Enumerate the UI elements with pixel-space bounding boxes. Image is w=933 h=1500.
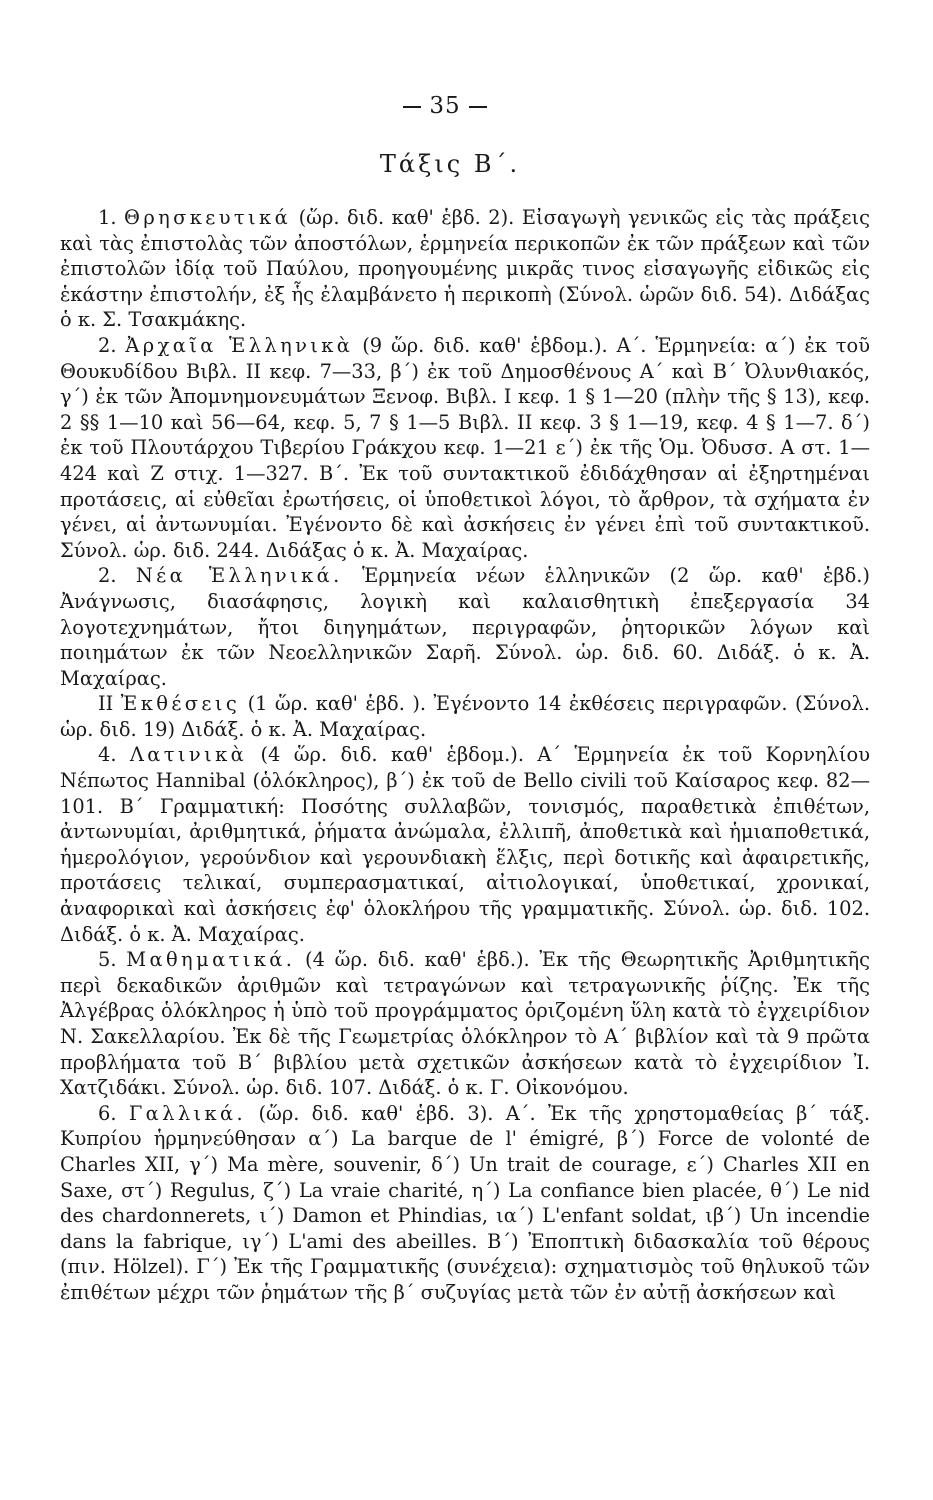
page-number — [0, 93, 890, 119]
section-mathematics — [60, 947, 870, 1101]
section-text: (9 ὥρ. διδ. καθ' ἑβδομ.). Α΄. Ἑρμηνεία: α΄) ἐκ τοῦ Θουκυδίδου Βιβλ. ΙΙ κεφ. 7—33, β΄) ἐκ τοῦ Δημοσθένους Α΄ καὶ Β΄ Ὀλυνθιακός, γ΄) ἐκ τῶν Ἀπομνημονευμάτων Ξενοφ. Βιβλ. Ι κεφ. 1 § 1—20 (πλὴν τῆς § 13), κεφ. 2 §§ 1—10 καὶ 56—64, κεφ. 5, 7 § 1—5 Βιβλ. ΙΙ κεφ. 3 § 1—19, κεφ. 4 § 1—7. δ΄) ἐκ τοῦ Πλουτάρχου Τιβερίου Γράκχου κεφ. 1—21 ε΄) ἐκ τῆς Ὁμ. Ὀδυσσ. Α στ. 1—424 καὶ Ζ στιχ. 1—327. Β΄. Ἐκ τοῦ συντακτικοῦ ἐδιδάχθησαν αἱ ἐξηρτημέναι προτάσεις, αἱ εὐθεῖαι ἐρωτήσεις, οἱ ὑποθετικοὶ λόγοι, τὸ ἄρθρον, τὰ σχήματα ἐν γένει, αἱ ἀντωνυμίαι. Ἐγένοντο δὲ καὶ ἀσκήσεις ἐν γένει ἐπὶ τοῦ συντακτικοῦ. Σύνολ. ὡρ. διδ. 244. Διδάξας ὁ κ. Ἀ. Μαχαίρας. — [60, 333, 870, 562]
section-lead: 2. — [98, 564, 136, 588]
section-lead: 2. — [98, 333, 126, 357]
section-subject: Ἐκθέσεις — [120, 692, 241, 716]
section-text: (4 ὥρ. διδ. καθ' ἑβδομ.). Α΄ Ἑρμηνεία ἐκ τοῦ Κορνηλίου Νέπωτος Hannibal (ὁλόκληρος), β΄) ἐκ τοῦ de Bello civili τοῦ Καίσαρος κεφ. 82—101. Β΄ Γραμματική: Ποσότης συλλαβῶν, τονισμός, παραθετικὰ ἐπιθέτων, ἀντωνυμίαι, ἀριθμητικά, ῥήματα ἀνώμαλα, ἐλλιπῆ, ἀποθετικὰ καὶ ἡμιαποθετικά, ἡμερολόγιον, γερούνδιον καὶ γερουνδιακὴ ἕλξις, περὶ δοτικῆς καὶ ἀφαιρετικῆς, προτάσεις τελικαί, συμπερασματικαί, αἰτιολογικαί, ὑποθετικαί, χρονικαί, ἀναφορικαὶ καὶ ἀσκήσεις ἐφ' ὁλοκλήρου τῆς γραμματικῆς. Σύνολ. ὡρ. διδ. 102. Διδάξ. ὁ κ. Ἀ. Μαχαίρας. — [60, 743, 870, 946]
section-text: Ἑρμηνεία νέων ἑλληνικῶν (2 ὥρ. καθ' ἑβδ.) Ἀνάγνωσις, διασάφησις, λογικὴ καὶ καλαισθητικὴ ἐπεξεργασία 34 λογοτεχνημάτων, ἤτοι διηγημάτων, περιγραφῶν, ῥητορικῶν λόγων καὶ ποιημάτων ἐκ τῶν Νεοελληνικῶν Σαρῆ. Σύνολ. ὡρ. διδ. 60. Διδάξ. ὁ κ. Ἀ. Μαχαίρας. — [60, 564, 870, 690]
section-essays — [60, 691, 870, 742]
section-text: (1 ὥρ. καθ' ἑβδ. ). Ἐγένοντο 14 ἐκθέσεις περιγραφῶν. (Σύνολ. ὡρ. διδ. 19) Διδάξ. ὁ κ. Ἀ. Μαχαίρας. — [60, 692, 870, 741]
section-religion — [60, 205, 870, 333]
section-subject: Λατινικὰ — [129, 743, 248, 767]
page-number-dash-left — [403, 106, 421, 108]
body-text — [60, 205, 870, 1306]
section-french — [60, 1101, 870, 1306]
section-subject: Γαλλικά. — [128, 1101, 247, 1125]
section-ancient-greek — [60, 333, 870, 563]
section-modern-greek — [60, 563, 870, 691]
class-title: Τάξις Β΄. — [379, 150, 521, 178]
page-number-text: 35 — [429, 93, 461, 119]
page-number-dash-right — [469, 106, 487, 108]
section-lead: 6. — [98, 1101, 129, 1125]
section-lead: 5. — [98, 948, 127, 972]
section-subject: Μαθηματικά. — [126, 948, 296, 972]
section-subject: Θρησκευτικά — [124, 206, 292, 229]
section-subject: Νέα Ἑλληνικά. — [135, 564, 343, 588]
section-text: (ὥρ. διδ. καθ' ἑβδ. 3). Α΄. Ἐκ τῆς χρηστομαθείας β΄ τάξ. Κυπρίου ἡρμηνεύθησαν α΄) La barque de l' émigré, β΄) Force de volonté de Charles XII, γ΄) Ma mère, souvenir, δ΄) Un trait de courage, ε΄) Charles XII en Saxe, στ΄) Regulus, ζ΄) La vraie charité, η΄) La confiance bien placée, θ΄) Le nid des chardonnerets, ι΄) Damon et Phindias, ια΄) L'enfant soldat, ιβ΄) Un incendie dans la fabrique, ιγ΄) L'ami des abeilles. Β΄) Ἐποπτικὴ διδασκαλία τοῦ θέρους (πιν. Hölzel). Γ΄) Ἐκ τῆς Γραμματικῆς (συνέχεια): σχηματισμὸς τοῦ θηλυκοῦ τῶν ἐπιθέτων μέχρι τῶν ῥημάτων τῆς β΄ συζυγίας μετὰ τῶν ἐν αὐτῇ ἀσκήσεων καὶ — [60, 1101, 870, 1304]
section-lead: 1. — [98, 206, 117, 229]
section-lead: 4. — [98, 743, 130, 767]
section-text: (4 ὥρ. διδ. καθ' ἑβδ.). Ἐκ τῆς Θεωρητικῆς Ἀριθμητικῆς περὶ δεκαδικῶν ἀριθμῶν καὶ τετραγώνων καὶ τετραγωνικῆς ῥίζης. Ἐκ τῆς Ἀλγέβρας ὁλόκληρος ἡ ὑπὸ τοῦ προγράμματος ὁριζομένη ὕλη κατὰ τὸ ἐγχειρίδιον Ν. Σακελλαρίου. Ἐκ δὲ τῆς Γεωμετρίας ὁλόκληρον τὸ Α΄ βιβλίον καὶ τὰ 9 πρῶτα προβλήματα τοῦ Β΄ βιβλίου μετὰ σχετικῶν ἀσκήσεων κατὰ τὸ ἐγχειρίδιον Ἰ. Χατζιδάκι. Σύνολ. ὡρ. διδ. 107. Διδάξ. ὁ κ. Γ. Οἰκονόμου. — [60, 948, 870, 1100]
section-latin — [60, 742, 870, 947]
section-subject: Ἀρχαῖα Ἑλληνικὰ — [125, 333, 354, 357]
section-lead: ΙΙ — [98, 692, 121, 716]
section-text: (ὥρ. διδ. καθ' ἑβδ. 2). Εἰσαγωγὴ γενικῶς εἰς τὰς πράξεις καὶ τὰς ἐπιστολὰς τῶν ἀποστόλων, ἑρμηνεία περικοπῶν ἐκ τῶν πράξεων καὶ τῶν ἐπιστολῶν ἰδίᾳ τοῦ Παύλου, προηγουμένης μικρᾶς τινος εἰσαγωγῆς εἰδικῶς εἰς ἑκάστην ἐπιστολήν, ἐξ ἧς ἐλαμβάνετο ἡ περικοπὴ (Σύνολ. ὡρῶν διδ. 54). Διδάξας ὁ κ. Σ. Τσακμάκης. — [60, 206, 870, 332]
